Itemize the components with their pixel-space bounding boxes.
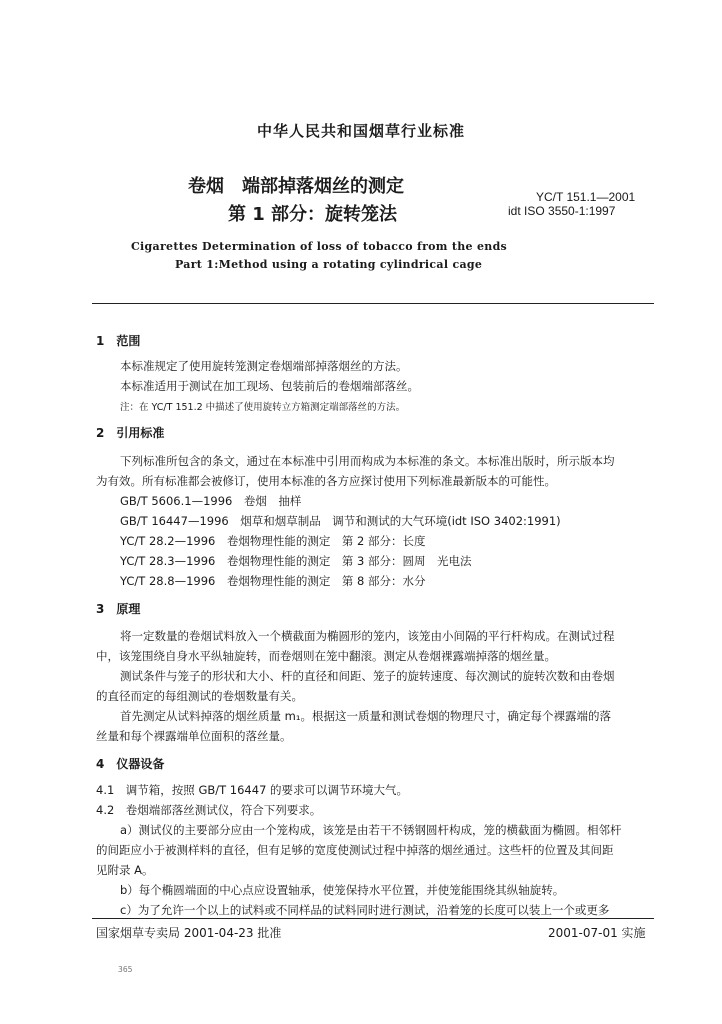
section-1-note: 注：在 YC/T 151.2 中描述了使用旋转立方箱测定端部落丝的方法。 bbox=[120, 402, 406, 413]
section-3-para-1-line-2: 中，该笼围绕自身水平纵轴旋转，而卷烟则在笼中翻滚。测定从卷烟裸露端掉落的烟丝量。 bbox=[96, 649, 556, 663]
standard-title-zh: 卷烟 端部掉落烟丝的测定 bbox=[188, 176, 404, 197]
effective-date: 2001-07-01 实施 bbox=[548, 926, 646, 940]
clause-4-2-c: c）为了允许一个以上的试料或不同样品的试料同时进行测试，沿着笼的长度可以装上一个或更多 bbox=[120, 903, 610, 917]
section-4-heading: 4 仪器设备 bbox=[96, 757, 165, 771]
section-3-para-1-line-1: 将一定数量的卷烟试料放入一个横截面为椭圆形的笼内，该笼由小间隔的平行杆构成。在测试过程 bbox=[120, 629, 615, 643]
section-2-para-line-2: 为有效。所有标准都会被修订，使用本标准的各方应探讨使用下列标准最新版本的可能性。 bbox=[96, 474, 556, 488]
clause-4-2-a-line-3: 见附录 A。 bbox=[96, 863, 154, 877]
standard-number: YC/T 151.1—2001 bbox=[536, 190, 636, 204]
section-1-heading: 1 范围 bbox=[96, 334, 141, 348]
section-3-heading: 3 原理 bbox=[96, 602, 141, 616]
reference-item: GB/T 16447—1996 烟草和烟草制品 调节和测试的大气环境(idt ISO 3402:1991) bbox=[120, 514, 561, 528]
clause-4-1: 4.1 调节箱，按照 GB/T 16447 的要求可以调节环境大气。 bbox=[96, 783, 409, 797]
clause-4-2-b: b）每个椭圆端面的中心点应设置轴承，使笼保持水平位置，并使笼能围绕其纵轴旋转。 bbox=[120, 883, 565, 897]
approval-date: 国家烟草专卖局 2001-04-23 批准 bbox=[96, 926, 282, 940]
section-1-para-1: 本标准规定了使用旋转笼测定卷烟端部掉落烟丝的方法。 bbox=[120, 359, 408, 373]
clause-4-2-a-line-2: 的间距应小于被测样料的直径，但有足够的宽度使测试过程中掉落的烟丝通过。这些杆的位置及其间距 bbox=[96, 843, 614, 857]
reference-item: GB/T 5606.1—1996 卷烟 抽样 bbox=[120, 494, 302, 508]
page-number: 365 bbox=[118, 965, 133, 974]
section-1-para-2: 本标准适用于测试在加工现场、包装前后的卷烟端部落丝。 bbox=[120, 379, 419, 393]
section-2-heading: 2 引用标准 bbox=[96, 426, 165, 440]
standard-subtitle-zh: 第 1 部分：旋转笼法 bbox=[228, 204, 398, 225]
reference-item: YC/T 28.3—1996 卷烟物理性能的测定 第 3 部分：圆周 光电法 bbox=[120, 554, 472, 568]
issuing-authority-title: 中华人民共和国烟草行业标准 bbox=[256, 122, 465, 140]
clause-4-2: 4.2 卷烟端部落丝测试仪，符合下列要求。 bbox=[96, 803, 322, 817]
reference-item: YC/T 28.2—1996 卷烟物理性能的测定 第 2 部分：长度 bbox=[120, 534, 426, 548]
section-3-para-3-line-1: 首先测定从试料掉落的烟丝质量 m₁。根据这一质量和测试卷烟的物理尺寸，确定每个裸露端的落 bbox=[120, 709, 611, 723]
footer-divider bbox=[92, 918, 654, 919]
section-2-para-line-1: 下列标准所包含的条文，通过在本标准中引用而构成为本标准的条文。本标准出版时，所示版本均 bbox=[120, 454, 615, 468]
standard-equivalence: idt ISO 3550-1:1997 bbox=[508, 204, 616, 218]
clause-4-2-a-line-1: a）测试仪的主要部分应由一个笼构成，该笼是由若干不锈钢圆杆构成，笼的横截面为椭圆。相邻杆 bbox=[120, 823, 622, 837]
section-3-para-3-line-2: 丝量和每个裸露端单位面积的落丝量。 bbox=[96, 729, 292, 743]
section-3-para-2-line-1: 测试条件与笼子的形状和大小、杆的直径和间距、笼子的旋转速度、每次测试的旋转次数和由卷烟 bbox=[120, 669, 615, 683]
standard-subtitle-en: Part 1:Method using a rotating cylindrical cage bbox=[175, 258, 483, 271]
section-3-para-2-line-2: 的直径而定的每组测试的卷烟数量有关。 bbox=[96, 689, 303, 703]
standard-title-en: Cigarettes Determination of loss of tobacco from the ends bbox=[131, 240, 508, 253]
header-divider bbox=[92, 303, 654, 304]
reference-item: YC/T 28.8—1996 卷烟物理性能的测定 第 8 部分：水分 bbox=[120, 574, 426, 588]
